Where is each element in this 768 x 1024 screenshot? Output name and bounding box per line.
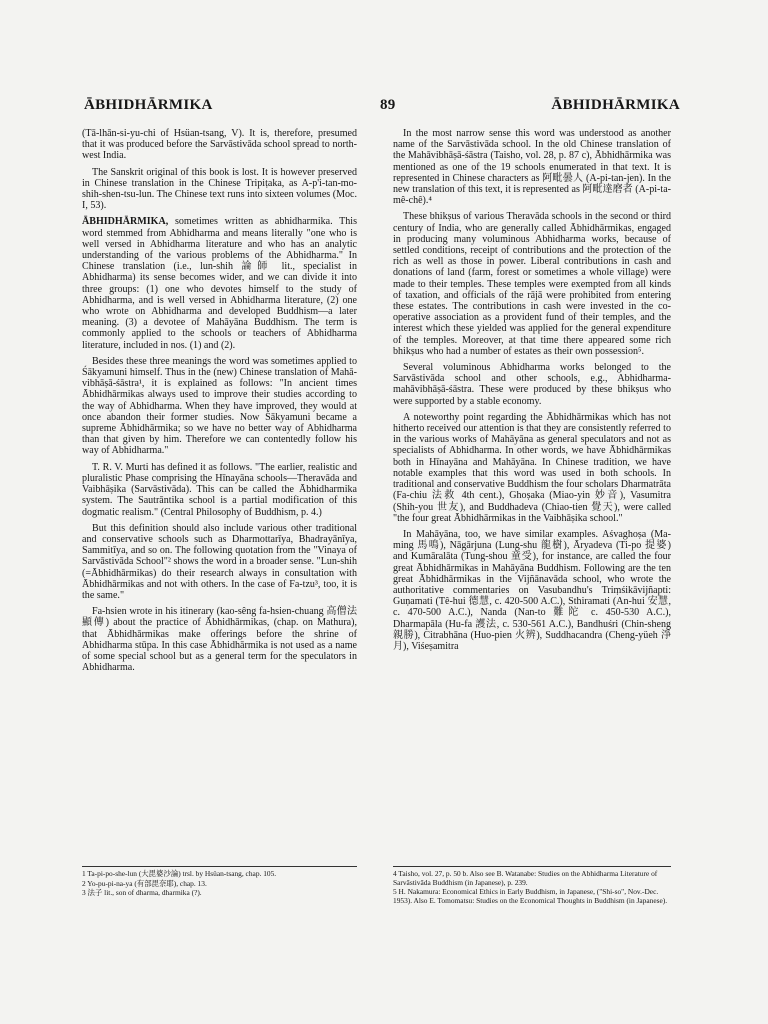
running-head bbox=[80, 97, 688, 117]
header-right-title: ĀBHIDHĀRMIKA bbox=[551, 97, 680, 113]
page-number: 89 bbox=[380, 97, 396, 113]
right-paragraph-2: These bhikṣus of various Theravāda schools in the second or third century of India, who are generally called Ābhidhārmikas, engaged in producing many voluminous Abhidharma works, because of settled conditions, receipt of contributions and the protection of the rich as well as those in power. Liberal contributions in cash and donations of land (farm, forest or sometimes a whole village) were made to their temples. These temples were exempted from all kinds of taxation, and officials of the rājā were prohibited from entering these estates. The contributions in cash were invested in the co-operative association as a provident fund of their temples, and the interest which these yielded was applied for the general expenditure of the temples. Moreover, at that time there appeared some rich bhikṣus who had a number of estates as their own possession⁵. bbox=[393, 211, 671, 357]
right-paragraph-3: Several voluminous Abhidharma works belonged to the Sarvāstivāda school and other schools, e.g., Abhidharma-mahāvibhāṣā-śāstra. These were produced by these bhikṣus who were supported by a stable economy. bbox=[393, 362, 671, 407]
footnote-4: 4 Taisho, vol. 27, p. 50 b. Also see B. Watanabe: Studies on the Abhidharma Literature of Sarvāstivāda Buddhism (in Japanese), p. 239. bbox=[393, 869, 658, 887]
header-left-title: ĀBHIDHĀRMIKA bbox=[84, 97, 213, 113]
right-column bbox=[393, 128, 671, 657]
right-paragraph-4: A noteworthy point regarding the Ābhidhārmikas which has not hitherto received our attention is that they are consistently referred to in the various works of Mahāyāna as general speculators and not as specialists of Abhidharma. In other words, we have Ābhidhārmikas both in Hīnayāna and Mahāyāna. In Chinese tradition, we have notable examples that this word was used in both schools. In traditional and conservative Buddhism the four scholars Dharmatrāta (Fa-chiu 法救 4th cent.), Ghoṣaka (Miao-yin 妙音), Vasumitra (Shih-you 世友), and Buddhadeva (Chiao-tien 覺天), were called "the four great Ābhidhārmikas in the Vaibhāṣika school." bbox=[393, 411, 671, 524]
left-paragraph-5: But this definition should also include various other traditional and conservative schools such as Dharmottarīya, Bhadrayānīya, Sammitīya, and so on. The following quotation from the "Vinaya of Sarvāstivāda School"² shows the word in a broader sense. "Lun-shih (=Ābhidhārmikas) do their research always in consultation with Ābhidhārmikas and not with others. In the case of Fa-tzu³, too, it is the same." bbox=[82, 522, 357, 601]
left-column bbox=[82, 128, 357, 678]
left-paragraph-2: The Sanskrit original of this book is lost. It is however preserved in Chinese translation in the Chinese Tripiṭaka, as A-p'i-tan-mo-shih-shen-tsu-lun. The Chinese text runs into sixteen volumes (Moc. I, 53). bbox=[82, 166, 357, 212]
left-paragraph-6: Fa-hsien wrote in his itinerary (kao-sêng fa-hsien-chuang 高僧法顯傳) about the practice of Ābhidhārmikas, (chap. on Mathura), that Ābhidhārmikas make offerings before the shrine of Abhidharma stūpa. In this case Ābhidhārmika is not used as a name of some special school but as a general term for the speculators in Abhidharma. bbox=[82, 606, 357, 674]
footnote-1: 1 Ta-pi-po-she-lun (大毘婆沙論) trsl. by Hsüan-tsang, chap. 105. bbox=[82, 869, 277, 878]
right-footnotes bbox=[393, 866, 671, 906]
left-paragraph-4: T. R. V. Murti has defined it as follows. "The earlier, realistic and pluralistic Phase comprising the Hīnayāna schools—Theravāda and Vaibhāṣika (Sarvāstivāda). This can be called the Ābhidharmika system. The Sautrāntika school is a partial modification of this dogmatic realism." (Central Philosophy of Buddhism, p. 4.) bbox=[82, 461, 357, 518]
left-paragraph-3: Besides these three meanings the word was sometimes applied to Śākyamuni himself. Thus in the (new) Chinese translation of Mahā-vibhāṣā-śāstra¹, it is explained as follows: "In ancient times Ābhidhārmikas always used to improve their studies according to the way of Abhidharma. When they have improved, they would at once abandon their former studies. Now Śākyamuni became a supreme Ābhidhārmika; so we have no better way of Abhidharma than that given by him. Therefore we can contentedly follow his way of Abhidharma." bbox=[82, 355, 357, 457]
right-paragraph-5: In Mahāyāna, too, we have similar examples. Aśvaghoṣa (Ma-ming 馬鳴), Nāgārjuna (Lung-shu 龍樹), Āryadeva (Ti-po 提婆) and Kumāralāta (Tung-shou 童受), for instance, are called the four great Ābhidhārmikas in Mahāyāna Buddhism. Following are the ten great Ābhidhārmikas in the Vijñānavāda school, who wrote the authoritative commentaries on Vasubandhu's Triṃśikāvijñapti: Guṇamati (Tê-hui 德慧, c. 420-500 A.C.), Sthiramati (An-hui 安慧, c. 470-500 A.C.), Nanda (Nan-to 難陀 c. 450-530 A.C.), Dharmapāla (Hu-fa 護法, c. 530-561 A.C.), Bandhuśri (Chin-sheng 親勝), Citrabhāna (Huo-pien 火辨), Suddhacandra (Cheng-yüeh 淨月), Viśeṣamitra bbox=[393, 528, 671, 652]
left-paragraph-1: (Tā-lhān-si-yu-chi of Hsüan-tsang, V). It is, therefore, presumed that it was produced before the Sarvāstivāda school spread to north-west India. bbox=[82, 128, 357, 162]
entry-definition: sometimes written as abhidharmika. This word stemmed from Abhidharma and means literally "one who is well versed in Abhidharma literature and who has an analytic understanding of the various problems of the Abhidharma." In Chinese translation (i.e., lun-shih 論師 lit., specialist in Abhidharma) its sense becomes wider, and we can divide it into three groups: (1) one who devotes himself to the study of Abhidharma, and is well versed in Abhidharma literature, (2) one who wrote on Abhidharma and developed Buddhism—a later meaning. (3) a devotee of Mahāyāna Buddhism. The term is commonly applied to the schools or teachers of Abhidharma literature, included in nos. (1) and (2). bbox=[82, 216, 357, 351]
left-footnotes bbox=[82, 866, 357, 899]
footnote-5: 5 H. Nakamura: Economical Ethics in Early Buddhism, in Japanese, ("Shi-so", Nov.-Dec. 1953). Also E. Tomomatsu: Studies on the Economical Thoughts in Buddhism (in Japanese). bbox=[393, 887, 668, 905]
right-paragraph-1: In the most narrow sense this word was understood as another name of the Sarvāstivāda school. In the old Chinese translation of the Mahāvibhāṣā-śāstra (Taisho, vol. 28, p. 87 c), Ābhidhārmika was mentioned as one of the 19 schools enumerated in that text. It is represented in Chinese characters as 阿毗曇人 (A-pi-tan-jen). In the new translation of this text, it is represented as 阿毗達磨者 (A-pi-ta-mê-chê).⁴ bbox=[393, 128, 671, 207]
entry-abhidharmika bbox=[82, 216, 357, 350]
footnote-2: 2 Yo-pu-pi-na-ya (有部毘奈耶), chap. 13. bbox=[82, 878, 207, 888]
entry-headword: ĀBHIDHĀRMIKA, bbox=[82, 216, 169, 228]
footnote-3: 3 法子 lit., son of dharma, dharmika (?). bbox=[82, 888, 202, 898]
